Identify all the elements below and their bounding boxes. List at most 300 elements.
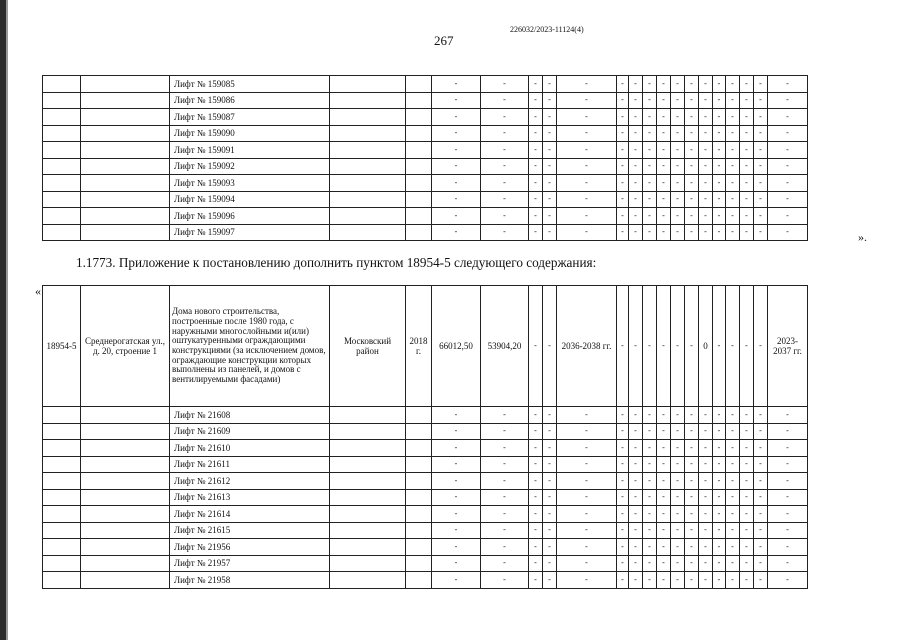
dash-cell: - xyxy=(557,92,617,109)
empty-cell xyxy=(81,506,170,523)
dash-cell: - xyxy=(629,539,643,556)
dash-cell: - xyxy=(699,473,713,490)
dash-cell: - xyxy=(657,407,671,424)
dash-cell: - xyxy=(671,109,685,126)
dash-cell: - xyxy=(754,286,768,407)
dash-cell: - xyxy=(657,489,671,506)
dash-cell: - xyxy=(726,76,740,93)
dash-cell: - xyxy=(432,440,481,457)
dash-cell: - xyxy=(768,76,808,93)
dash-cell: - xyxy=(699,208,713,225)
dash-cell: - xyxy=(643,175,657,192)
lift-label: Лифт № 21614 xyxy=(170,506,330,523)
dash-cell: - xyxy=(699,489,713,506)
dash-cell: - xyxy=(629,423,643,440)
dash-cell: - xyxy=(671,555,685,572)
empty-cell xyxy=(330,423,406,440)
lift-row xyxy=(43,489,808,506)
dash-cell: - xyxy=(617,539,629,556)
dash-cell: - xyxy=(617,175,629,192)
empty-cell xyxy=(43,539,81,556)
dash-cell: - xyxy=(617,224,629,241)
dash-cell: - xyxy=(481,92,529,109)
dash-cell: - xyxy=(740,175,754,192)
dash-cell: - xyxy=(768,522,808,539)
dash-cell: - xyxy=(529,158,543,175)
dash-cell: - xyxy=(754,522,768,539)
empty-cell xyxy=(43,191,81,208)
dash-cell: - xyxy=(740,142,754,159)
empty-cell xyxy=(406,489,432,506)
dash-cell: - xyxy=(629,208,643,225)
lift-row xyxy=(43,473,808,490)
dash-cell: - xyxy=(543,142,557,159)
dash-cell: - xyxy=(713,286,726,407)
dash-cell: - xyxy=(529,506,543,523)
dash-cell: - xyxy=(685,423,699,440)
dash-cell: - xyxy=(543,423,557,440)
dash-cell: - xyxy=(671,208,685,225)
dash-cell: - xyxy=(643,208,657,225)
final-period: 2023-2037 гг. xyxy=(768,286,808,407)
empty-cell xyxy=(81,175,170,192)
dash-cell: - xyxy=(629,125,643,142)
dash-cell: - xyxy=(529,175,543,192)
dash-cell: - xyxy=(643,440,657,457)
lift-row xyxy=(43,92,808,109)
empty-cell xyxy=(81,125,170,142)
dash-cell: - xyxy=(713,407,726,424)
lift-row xyxy=(43,456,808,473)
dash-cell: - xyxy=(557,456,617,473)
dash-cell: - xyxy=(713,456,726,473)
dash-cell: - xyxy=(768,407,808,424)
dash-cell: - xyxy=(481,456,529,473)
dash-cell: - xyxy=(629,522,643,539)
dash-cell: - xyxy=(557,158,617,175)
empty-cell xyxy=(330,539,406,556)
dash-cell: - xyxy=(529,473,543,490)
item-number: 18954-5 xyxy=(43,286,81,407)
empty-cell xyxy=(330,555,406,572)
empty-cell xyxy=(81,555,170,572)
dash-cell: - xyxy=(713,572,726,589)
dash-cell: - xyxy=(685,473,699,490)
dash-cell: - xyxy=(726,407,740,424)
dash-cell: - xyxy=(629,506,643,523)
dash-cell: - xyxy=(617,555,629,572)
dash-cell: - xyxy=(557,539,617,556)
dash-cell: - xyxy=(617,489,629,506)
dash-cell: - xyxy=(629,555,643,572)
instruction-text: 1.1773. Приложение к постановлению дополнить пунктом 18954-5 следующего содержания: xyxy=(76,255,597,270)
dash-cell: - xyxy=(643,224,657,241)
empty-cell xyxy=(406,92,432,109)
dash-cell: - xyxy=(671,158,685,175)
address: Среднерогатская ул., д. 20, строение 1 xyxy=(81,286,170,407)
empty-cell xyxy=(406,572,432,589)
dash-cell: - xyxy=(557,506,617,523)
empty-cell xyxy=(406,423,432,440)
lift-row xyxy=(43,506,808,523)
lift-label: Лифт № 159091 xyxy=(170,142,330,159)
empty-cell xyxy=(81,489,170,506)
dash-cell: - xyxy=(713,158,726,175)
dash-cell: - xyxy=(713,440,726,457)
lift-label: Лифт № 159092 xyxy=(170,158,330,175)
dash-cell: - xyxy=(657,286,671,407)
dash-cell: - xyxy=(629,440,643,457)
dash-cell: - xyxy=(643,555,657,572)
dash-cell: - xyxy=(629,489,643,506)
dash-cell: - xyxy=(657,572,671,589)
dash-cell: - xyxy=(726,191,740,208)
dash-cell: - xyxy=(685,158,699,175)
dash-cell: - xyxy=(481,407,529,424)
lift-label: Лифт № 159090 xyxy=(170,125,330,142)
dash-cell: - xyxy=(699,158,713,175)
dash-cell: - xyxy=(671,456,685,473)
dash-cell: - xyxy=(481,506,529,523)
dash-cell: - xyxy=(726,208,740,225)
dash-cell: - xyxy=(754,489,768,506)
dash-cell: - xyxy=(543,555,557,572)
dash-cell: - xyxy=(671,473,685,490)
dash-cell: - xyxy=(557,142,617,159)
dash-cell: - xyxy=(685,125,699,142)
dash-cell: - xyxy=(671,572,685,589)
dash-cell: - xyxy=(699,522,713,539)
dash-cell: - xyxy=(685,522,699,539)
scan-edge-shadow xyxy=(6,0,8,640)
dash-cell: - xyxy=(557,407,617,424)
dash-cell: - xyxy=(557,489,617,506)
dash-cell: - xyxy=(740,92,754,109)
dash-cell: - xyxy=(726,125,740,142)
dash-cell: - xyxy=(529,92,543,109)
empty-cell xyxy=(406,125,432,142)
dash-cell: - xyxy=(768,224,808,241)
empty-cell xyxy=(330,407,406,424)
empty-cell xyxy=(43,440,81,457)
dash-cell: - xyxy=(740,208,754,225)
dash-cell: - xyxy=(740,456,754,473)
dash-cell: - xyxy=(643,489,657,506)
top-table xyxy=(42,75,808,241)
dash-cell: - xyxy=(617,506,629,523)
dash-cell: - xyxy=(529,191,543,208)
dash-cell: - xyxy=(657,142,671,159)
dash-cell: - xyxy=(685,224,699,241)
dash-cell: - xyxy=(617,407,629,424)
dash-cell: - xyxy=(557,555,617,572)
dash-cell: - xyxy=(543,92,557,109)
dash-cell: - xyxy=(432,407,481,424)
dash-cell: - xyxy=(629,456,643,473)
lift-row xyxy=(43,76,808,93)
dash-cell: - xyxy=(543,191,557,208)
area-living: 53904,20 xyxy=(481,286,529,407)
dash-cell: - xyxy=(699,224,713,241)
empty-cell xyxy=(81,208,170,225)
dash-cell: - xyxy=(543,572,557,589)
lift-label: Лифт № 21958 xyxy=(170,572,330,589)
dash-cell: - xyxy=(671,175,685,192)
dash-cell: - xyxy=(699,109,713,126)
dash-cell: - xyxy=(740,191,754,208)
dash-cell: - xyxy=(699,555,713,572)
empty-cell xyxy=(406,440,432,457)
dash-cell: - xyxy=(529,572,543,589)
dash-cell: - xyxy=(657,522,671,539)
dash-cell: - xyxy=(543,224,557,241)
dash-cell: - xyxy=(629,76,643,93)
dash-cell: - xyxy=(657,92,671,109)
dash-cell: - xyxy=(629,407,643,424)
dash-cell: - xyxy=(726,473,740,490)
empty-cell xyxy=(43,208,81,225)
dash-cell: - xyxy=(657,539,671,556)
empty-cell xyxy=(330,175,406,192)
lift-label: Лифт № 159097 xyxy=(170,224,330,241)
dash-cell: - xyxy=(543,208,557,225)
dash-cell: - xyxy=(643,286,657,407)
dash-cell: - xyxy=(685,76,699,93)
empty-cell xyxy=(43,224,81,241)
dash-cell: - xyxy=(768,109,808,126)
dash-cell: - xyxy=(699,92,713,109)
dash-cell: - xyxy=(740,125,754,142)
empty-cell xyxy=(81,539,170,556)
dash-cell: - xyxy=(726,92,740,109)
dash-cell: - xyxy=(617,440,629,457)
dash-cell: - xyxy=(699,175,713,192)
dash-cell: - xyxy=(643,142,657,159)
dash-cell: - xyxy=(617,456,629,473)
dash-cell: - xyxy=(529,76,543,93)
lift-row xyxy=(43,555,808,572)
dash-cell: - xyxy=(481,489,529,506)
dash-cell: - xyxy=(617,125,629,142)
dash-cell: - xyxy=(432,506,481,523)
dash-cell: - xyxy=(671,191,685,208)
dash-cell: - xyxy=(643,456,657,473)
main-row xyxy=(43,286,808,407)
dash-cell: - xyxy=(543,489,557,506)
dash-cell: - xyxy=(671,407,685,424)
dash-cell: - xyxy=(432,522,481,539)
dash-cell: - xyxy=(726,440,740,457)
lift-label: Лифт № 159085 xyxy=(170,76,330,93)
dash-cell: - xyxy=(629,224,643,241)
dash-cell: - xyxy=(617,286,629,407)
dash-cell: - xyxy=(657,158,671,175)
dash-cell: - xyxy=(726,423,740,440)
empty-cell xyxy=(81,76,170,93)
empty-cell xyxy=(406,539,432,556)
lift-row xyxy=(43,142,808,159)
dash-cell: - xyxy=(754,142,768,159)
dash-cell: - xyxy=(557,572,617,589)
dash-cell: - xyxy=(754,158,768,175)
dash-cell: - xyxy=(768,473,808,490)
dash-cell: - xyxy=(740,440,754,457)
dash-cell: - xyxy=(699,142,713,159)
dash-cell: - xyxy=(657,555,671,572)
dash-cell: - xyxy=(768,456,808,473)
dash-cell: - xyxy=(699,456,713,473)
dash-cell: - xyxy=(543,473,557,490)
dash-cell: - xyxy=(529,286,543,407)
dash-cell: - xyxy=(699,125,713,142)
dash-cell: - xyxy=(726,555,740,572)
dash-cell: - xyxy=(740,555,754,572)
dash-cell: - xyxy=(481,76,529,93)
dash-cell: - xyxy=(768,208,808,225)
empty-cell xyxy=(406,158,432,175)
dash-cell: - xyxy=(699,76,713,93)
dash-cell: - xyxy=(432,125,481,142)
dash-cell: - xyxy=(671,76,685,93)
dash-cell: - xyxy=(657,208,671,225)
empty-cell xyxy=(43,76,81,93)
dash-cell: - xyxy=(617,142,629,159)
dash-cell: - xyxy=(529,125,543,142)
empty-cell xyxy=(43,175,81,192)
dash-cell: - xyxy=(481,142,529,159)
dash-cell: - xyxy=(699,572,713,589)
dash-cell: - xyxy=(617,191,629,208)
dash-cell: - xyxy=(481,125,529,142)
empty-cell xyxy=(43,572,81,589)
dash-cell: - xyxy=(543,175,557,192)
empty-cell xyxy=(81,456,170,473)
dash-cell: - xyxy=(643,158,657,175)
dash-cell: - xyxy=(768,191,808,208)
dash-cell: - xyxy=(754,555,768,572)
dash-cell: - xyxy=(671,539,685,556)
dash-cell: - xyxy=(685,191,699,208)
dash-cell: - xyxy=(432,456,481,473)
dash-cell: - xyxy=(529,142,543,159)
dash-cell: - xyxy=(740,224,754,241)
empty-cell xyxy=(406,522,432,539)
dash-cell: - xyxy=(481,158,529,175)
dash-cell: - xyxy=(529,224,543,241)
dash-cell: - xyxy=(432,142,481,159)
dash-cell: - xyxy=(557,423,617,440)
dash-cell: - xyxy=(685,572,699,589)
dash-cell: - xyxy=(543,125,557,142)
dash-cell: - xyxy=(754,423,768,440)
dash-cell: - xyxy=(740,109,754,126)
dash-cell: - xyxy=(754,208,768,225)
dash-cell: - xyxy=(685,456,699,473)
opening-quote: « xyxy=(35,284,41,298)
dash-cell: - xyxy=(657,423,671,440)
dash-cell: - xyxy=(481,191,529,208)
dash-cell: - xyxy=(740,506,754,523)
dash-cell: - xyxy=(699,539,713,556)
dash-cell: - xyxy=(699,191,713,208)
dash-cell: - xyxy=(629,109,643,126)
bottom-table xyxy=(42,285,808,589)
dash-cell: - xyxy=(768,92,808,109)
dash-cell: - xyxy=(699,407,713,424)
dash-cell: - xyxy=(713,489,726,506)
dash-cell: - xyxy=(685,109,699,126)
dash-cell: - xyxy=(432,539,481,556)
dash-cell: - xyxy=(754,191,768,208)
dash-cell: - xyxy=(740,158,754,175)
dash-cell: - xyxy=(543,539,557,556)
empty-cell xyxy=(81,473,170,490)
dash-cell: - xyxy=(557,109,617,126)
dash-cell: - xyxy=(643,407,657,424)
lift-row xyxy=(43,125,808,142)
empty-cell xyxy=(81,191,170,208)
dash-cell: - xyxy=(726,506,740,523)
dash-cell: - xyxy=(671,92,685,109)
dash-cell: - xyxy=(740,407,754,424)
lift-label: Лифт № 159086 xyxy=(170,92,330,109)
dash-cell: - xyxy=(617,208,629,225)
dash-cell: - xyxy=(671,125,685,142)
dash-cell: - xyxy=(754,473,768,490)
dash-cell: - xyxy=(432,489,481,506)
dash-cell: - xyxy=(740,572,754,589)
dash-cell: - xyxy=(657,191,671,208)
dash-cell: - xyxy=(754,92,768,109)
dash-cell: - xyxy=(713,423,726,440)
dash-cell: - xyxy=(643,522,657,539)
dash-cell: - xyxy=(685,489,699,506)
dash-cell: - xyxy=(529,440,543,457)
dash-cell: - xyxy=(657,76,671,93)
lift-label: Лифт № 21956 xyxy=(170,539,330,556)
dash-cell: - xyxy=(685,286,699,407)
dash-cell: - xyxy=(529,555,543,572)
dash-cell: - xyxy=(432,175,481,192)
dash-cell: - xyxy=(768,539,808,556)
area-total: 66012,50 xyxy=(432,286,481,407)
dash-cell: - xyxy=(657,175,671,192)
dash-cell: - xyxy=(768,125,808,142)
empty-cell xyxy=(330,109,406,126)
lift-row xyxy=(43,191,808,208)
dash-cell: - xyxy=(671,506,685,523)
dash-cell: - xyxy=(699,440,713,457)
dash-cell: - xyxy=(713,76,726,93)
dash-cell: - xyxy=(685,506,699,523)
empty-cell xyxy=(406,109,432,126)
empty-cell xyxy=(330,489,406,506)
dash-cell: - xyxy=(768,142,808,159)
dash-cell: - xyxy=(543,286,557,407)
dash-cell: - xyxy=(685,440,699,457)
empty-cell xyxy=(43,407,81,424)
empty-cell xyxy=(406,191,432,208)
dash-cell: - xyxy=(529,456,543,473)
empty-cell xyxy=(43,423,81,440)
dash-cell: - xyxy=(481,224,529,241)
dash-cell: - xyxy=(657,109,671,126)
dash-cell: - xyxy=(481,440,529,457)
district: Московский район xyxy=(330,286,406,407)
dash-cell: - xyxy=(529,522,543,539)
dash-cell: - xyxy=(543,407,557,424)
empty-cell xyxy=(406,456,432,473)
